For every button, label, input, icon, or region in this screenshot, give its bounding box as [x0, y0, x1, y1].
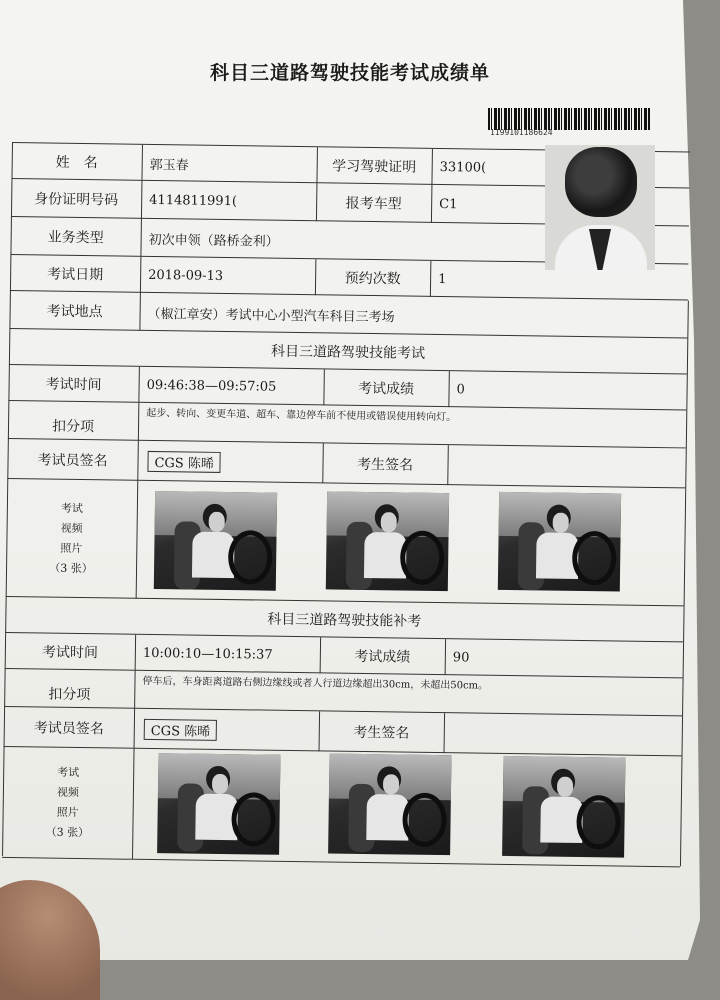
appt-label: 预约次数	[344, 270, 401, 288]
exam1-section-title: 科目三道路驾驶技能考试	[270, 343, 426, 362]
appt-value: 1	[438, 271, 447, 287]
exam1-examiner-signature: CGS 陈晞	[147, 450, 221, 472]
id-label: 身份证明号码	[34, 191, 119, 209]
cartype-value: C1	[439, 196, 458, 212]
exam1-photo-1	[154, 491, 277, 591]
exam2-score-label: 考试成绩	[354, 648, 411, 666]
exam1-photo-3	[498, 492, 621, 592]
barcode-number: 1199101186624	[490, 128, 553, 137]
exam1-photo-label: 考试 视频 照片 （3 张）	[49, 501, 93, 576]
exam2-examiner-label: 考试员签名	[33, 720, 104, 738]
exam1-score-value: 0	[456, 381, 465, 397]
exam2-photos-row	[2, 746, 681, 867]
barcode	[488, 108, 650, 130]
exam1-time-value: 09:46:38—09:57:05	[146, 377, 277, 395]
license-value: 33100(	[439, 159, 487, 176]
exam2-examiner-signature: CGS 陈晞	[144, 718, 218, 740]
exam1-score-label: 考试成绩	[357, 380, 415, 398]
applicant-portrait	[545, 145, 655, 270]
date-value: 2018-09-13	[148, 267, 224, 284]
exam1-deduct-value: 起步、转向、变更车道、超车、靠边停车前不使用或错误使用转向灯。	[146, 407, 457, 424]
place-label: 考试地点	[46, 303, 103, 321]
exam1-examiner-label: 考试员签名	[37, 452, 108, 470]
exam1-time-label: 考试时间	[45, 376, 102, 394]
exam2-time-label: 考试时间	[41, 644, 98, 662]
exam2-photo-1	[157, 753, 280, 855]
license-label: 学习驾驶证明	[332, 158, 417, 176]
document-title: 科目三道路驾驶技能考试成绩单	[209, 62, 490, 84]
exam1-photo-2	[326, 491, 449, 591]
exam2-time-value: 10:00:10—10:15:37	[142, 645, 273, 663]
exam1-photos-row	[6, 478, 686, 606]
exam2-deduct-value: 停车后，车身距离道路右侧边缘线或者人行道边缘超出30cm，未超出50cm。	[142, 675, 489, 692]
name-label: 姓 名	[55, 154, 98, 172]
place-value: （椒江章安）考试中心小型汽车科目三考场	[147, 306, 395, 325]
exam2-candidate-label: 考生签名	[353, 724, 410, 742]
business-value: 初次申领（路桥金利）	[148, 232, 279, 250]
date-label: 考试日期	[47, 266, 104, 284]
exam2-photo-3	[502, 756, 625, 858]
exam1-deduct-label: 扣分项	[51, 418, 95, 436]
exam2-photo-label: 考试 视频 照片 （3 张）	[45, 765, 90, 840]
exam2-section-title: 科目三道路驾驶技能补考	[267, 611, 422, 630]
name-value: 郭玉春	[149, 157, 189, 173]
exam2-photo-2	[328, 753, 451, 855]
exam2-score-value: 90	[452, 649, 470, 665]
exam1-candidate-label: 考生签名	[356, 456, 414, 474]
id-value: 4114811991(	[149, 192, 238, 209]
business-label: 业务类型	[47, 229, 104, 247]
cartype-label: 报考车型	[345, 195, 402, 213]
exam2-deduct-label: 扣分项	[48, 686, 91, 704]
